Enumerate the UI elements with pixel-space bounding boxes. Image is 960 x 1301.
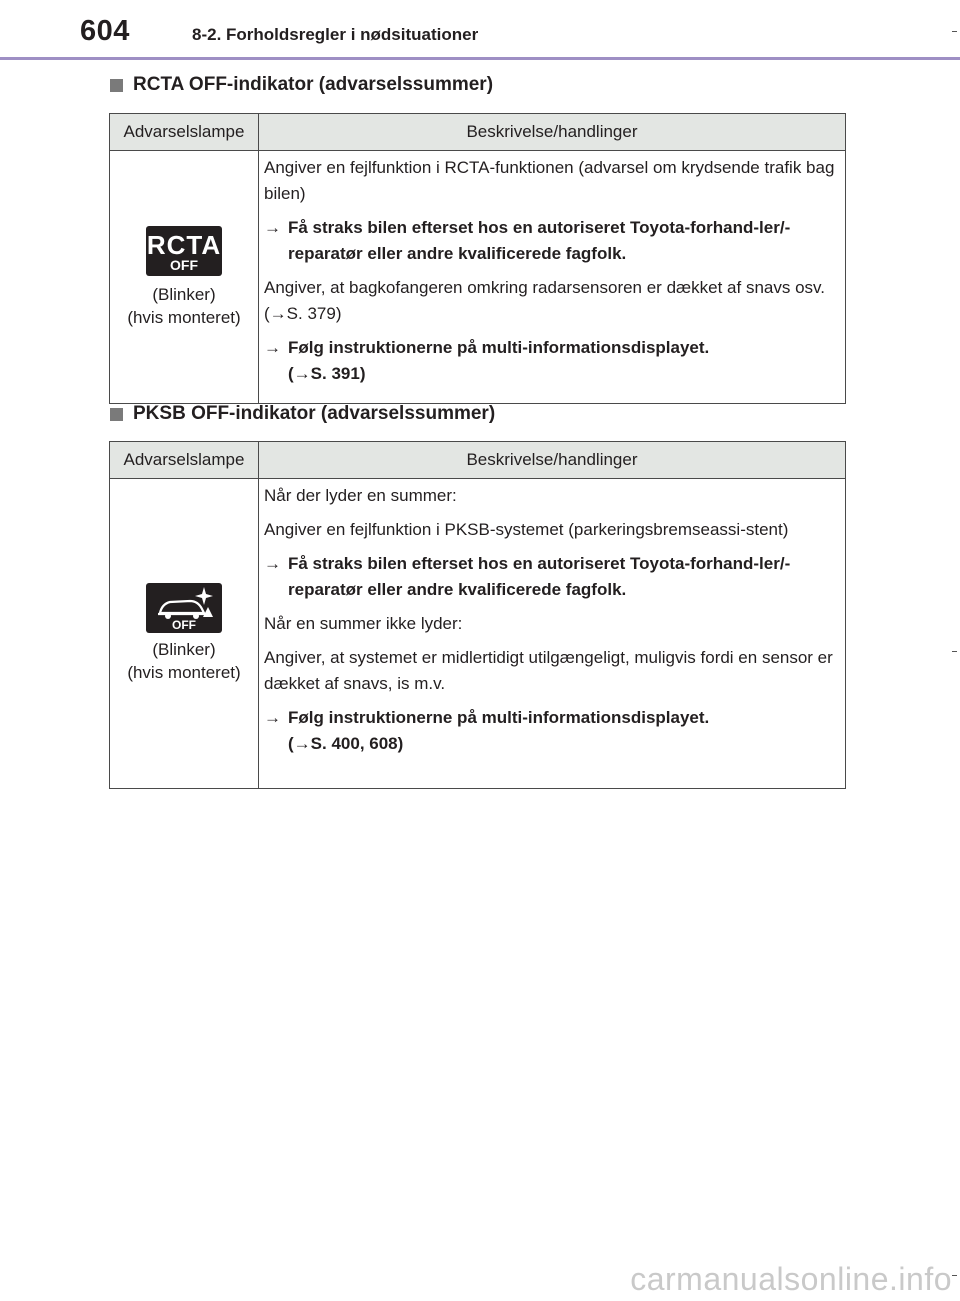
description-text: Angiver, at bagkofangeren omkring radarsensoren er dækket af snavs osv. (→S. 379) <box>264 278 825 323</box>
column-header-lamp: Advarselslampe <box>110 114 259 151</box>
rcta-off-icon: RCTA OFF <box>146 226 222 276</box>
column-header-description: Beskrivelse/handlinger <box>259 442 846 479</box>
arrow-right-icon: → <box>293 734 311 753</box>
lamp-note-if-equipped: (hvis monteret) <box>127 663 241 682</box>
watermark[interactable]: carmanualsonline.info <box>630 1261 952 1297</box>
bullet-square-icon <box>110 79 123 92</box>
action-text: → Få straks bilen efterset hos en autoriseret Toyota-forhand-ler/-reparatør eller andre kvalificerede fagfolk. <box>264 551 839 603</box>
page-reference-link[interactable]: S. 400, 608) <box>310 734 404 753</box>
arrow-right-icon: → <box>264 708 281 727</box>
page-number: 604 <box>80 15 130 47</box>
description-cell <box>259 479 846 789</box>
column-header-description: Beskrivelse/handlinger <box>259 114 846 151</box>
description-text: Angiver en fejlfunktion i PKSB-systemet (parkeringsbremseassi-stent) <box>264 520 789 539</box>
description-text: Angiver en fejlfunktion i RCTA-funktionen (advarsel om krydsende trafik bag bilen) <box>264 158 835 203</box>
arrow-right-icon: → <box>293 364 311 383</box>
chapter-title: 8-2. Forholdsregler i nødsituationer <box>192 25 479 44</box>
section-heading-pksb: PKSB OFF-indikator (advarselssummer) <box>110 403 495 425</box>
action-text: → Følg instruktionerne på multi-informationsdisplayet. (→S. 400, 608) <box>264 705 839 757</box>
pksb-warning-table <box>109 441 846 789</box>
arrow-right-icon: → <box>264 338 281 357</box>
lamp-note-if-equipped: (hvis monteret) <box>127 307 241 327</box>
lamp-note-blinking: (Blinker) <box>152 284 216 304</box>
page-reference-link[interactable]: S. 379) <box>286 304 342 323</box>
lamp-note-blinking: (Blinker) <box>152 640 216 659</box>
description-text: Når en summer ikke lyder: <box>264 614 463 633</box>
header-divider <box>0 57 960 60</box>
bullet-square-icon <box>110 408 123 421</box>
arrow-right-icon: → <box>264 218 281 237</box>
action-text: → Følg instruktionerne på multi-informationsdisplayet. (→S. 391) <box>264 335 839 387</box>
crop-mark <box>952 651 957 652</box>
arrow-right-icon: → <box>269 304 287 323</box>
lamp-cell <box>110 151 259 404</box>
description-text: Når der lyder en summer: <box>264 486 457 505</box>
arrow-right-icon: → <box>264 554 281 573</box>
section-heading-rcta: RCTA OFF-indikator (advarselssummer) <box>110 74 493 96</box>
action-text: → Få straks bilen efterset hos en autoriseret Toyota-forhand-ler/-reparatør eller andre kvalificerede fagfolk. <box>264 215 839 267</box>
crop-mark <box>952 1275 957 1276</box>
lamp-cell <box>110 479 259 789</box>
pksb-off-icon <box>146 583 222 633</box>
column-header-lamp: Advarselslampe <box>110 442 259 479</box>
page-reference-link[interactable]: S. 391) <box>310 364 366 383</box>
description-cell <box>259 151 846 404</box>
rcta-warning-table <box>109 113 846 404</box>
svg-text:OFF: OFF <box>172 618 196 632</box>
description-text: Angiver, at systemet er midlertidigt utilgængeligt, muligvis fordi en sensor er dækket af snavs, is m.v. <box>264 648 833 693</box>
crop-mark <box>952 31 957 32</box>
